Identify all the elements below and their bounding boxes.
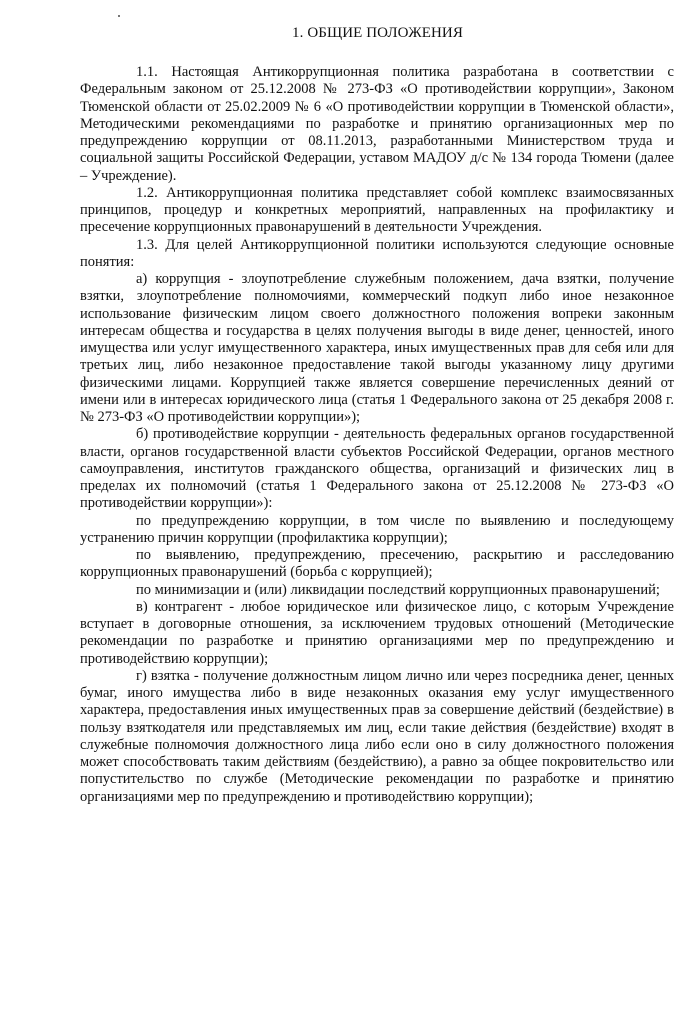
section-title: 1. ОБЩИЕ ПОЛОЖЕНИЯ — [292, 25, 463, 41]
paragraph-1-1: 1.1. Настоящая Антикоррупционная политика разработана в соответствии с Федеральным законом от 25.12.2008 № 273-ФЗ «О противодействии коррупции», Законом Тюменской области от 25.02.2009 № 6 «О противодействии коррупции в Тюменской области», Методическими рекомендациями по разработке и принятию организационных мер по предупреждению коррупции от 08.11.2013, разработанными Министерством труда и социальной защиты Российской Федерации, уставом МАДОУ д/с № 134 города Тюмени (далее – Учреждение). — [80, 64, 674, 184]
counteraction-item-prevention: по предупреждению коррупции, в том числе по выявлению и последующему устранению причин коррупции (профилактика коррупции); — [80, 512, 674, 546]
scan-speck — [118, 15, 120, 17]
definition-counterparty: в) контрагент - любое юридическое или физическое лицо, с которым Учреждение вступает в договорные отношения, за исключением трудовых отношений (Методические рекомендации по разработке и принятию организациями мер по предупреждению и противодействию коррупции); — [80, 598, 674, 667]
counteraction-item-minimization: по минимизации и (или) ликвидации последствий коррупционных правонарушений; — [136, 581, 660, 598]
counteraction-item-detection: по выявлению, предупреждению, пресечению, раскрытию и расследованию коррупционных правонарушений (борьба с коррупцией); — [80, 547, 674, 581]
definition-counteraction: б) противодействие коррупции - деятельность федеральных органов государственной власти, органов государственной власти субъектов Российской Федерации, органов местного самоуправления, институтов гражданского общества, организаций и физических лиц в пределах их полномочий (статья 1 Федерального закона от 25.12.2008 № 273-ФЗ «О противодействии коррупции»): — [80, 426, 674, 512]
document-body — [80, 64, 674, 806]
paragraph-1-3: 1.3. Для целей Антикоррупционной политики используются следующие основные понятия: — [80, 236, 674, 270]
paragraph-1-2: 1.2. Антикоррупционная политика представляет собой комплекс взаимосвязанных принципов, процедур и конкретных мероприятий, направленных на профилактику и пресечение коррупционных правонарушений в деятельности Учреждения. — [80, 184, 674, 236]
definition-bribe: г) взятка - получение должностным лицом лично или через посредника денег, ценных бумаг, иного имущества либо в виде незаконных оказания ему услуг имущественного характера, предоставления иных имущественных прав за совершение действий (бездействие) в пользу взяткодателя или представляемых им лиц, если такие действия (бездействие) входят в служебные полномочия должностного лица либо если оно в силу должностного положения может способствовать таким действиям (бездействию), а равно за общее покровительство или попустительство по службе (Методические рекомендации по разработке и принятию организациями мер по предупреждению и противодействию коррупции); — [80, 667, 674, 805]
definition-corruption: а) коррупция - злоупотребление служебным положением, дача взятки, получение взятки, злоупотребление полномочиями, коммерческий подкуп либо иное незаконное использование физическим лицом своего должностного положения вопреки законным интересам общества и государства в целях получения выгоды в виде денег, ценностей, иного имущества или услуг имущественного характера, иных имущественных прав для себя или для третьих лиц, либо незаконное предоставление такой выгоды указанному лицу другими физическими лицами. Коррупцией также является совершение перечисленных деяний от имени или в интересах юридического лица (статья 1 Федерального закона от 25 декабря 2008 г. № 273-ФЗ «О противодействии коррупции»); — [80, 271, 674, 425]
